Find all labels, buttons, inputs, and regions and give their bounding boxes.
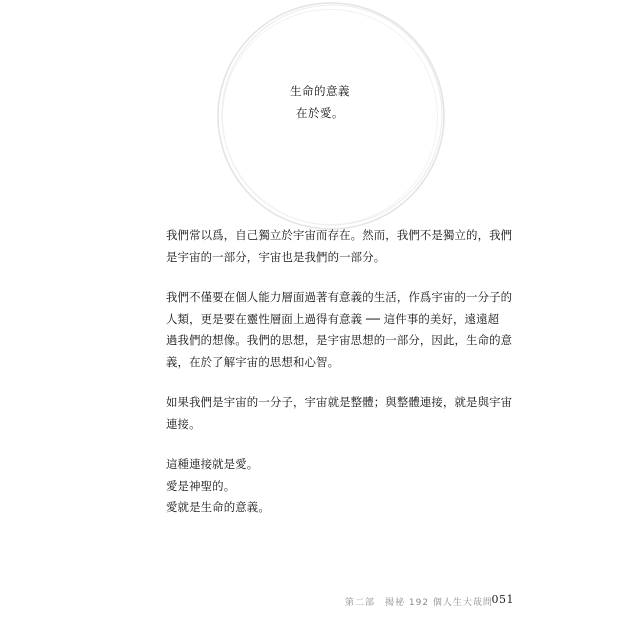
paragraph-3 [166, 392, 513, 435]
epigraph-line-2: 在於愛。 [296, 106, 344, 120]
text-line: 我們常以爲，自己獨立於宇宙而存在。然而，我們不是獨立的，我們 [166, 228, 513, 242]
footer-book-title: 揭祕 192 個人生大哉問 [385, 598, 493, 608]
text-line: 愛就是生命的意義。 [166, 500, 270, 514]
epigraph [0, 80, 640, 124]
text-line: 是宇宙的一部分，宇宙也是我們的一部分。 [166, 249, 386, 264]
running-header [345, 595, 493, 608]
text-line: 義，在於了解宇宙的思想和心智。 [166, 354, 340, 369]
epigraph-line-1: 生命的意義 [290, 84, 350, 98]
text-line: 愛是神聖的。 [166, 478, 236, 493]
paragraph-4 [166, 454, 484, 519]
paragraph-2 [166, 287, 513, 373]
paragraph-1 [166, 225, 513, 268]
page-number: 051 [491, 593, 514, 606]
text-line: 連接。 [166, 416, 201, 431]
text-line: 人類，更是要在靈性層面上過得有意義 ── 這件事的美好，遠遠超 [166, 311, 500, 326]
text-line: 如果我們是宇宙的一分子，宇宙就是整體；與整體連接，就是與宇宙 [166, 395, 513, 409]
page-footer [300, 593, 514, 611]
text-line: 過我們的想像。我們的思想，是宇宙思想的一部分，因此，生命的意 [166, 333, 513, 347]
text-line: 我們不僅要在個人能力層面過著有意義的生活，作爲宇宙的一分子的 [166, 290, 513, 304]
body-text [166, 225, 513, 519]
text-line: 這種連接就是愛。 [166, 457, 259, 471]
footer-part: 第二部 [345, 598, 376, 608]
